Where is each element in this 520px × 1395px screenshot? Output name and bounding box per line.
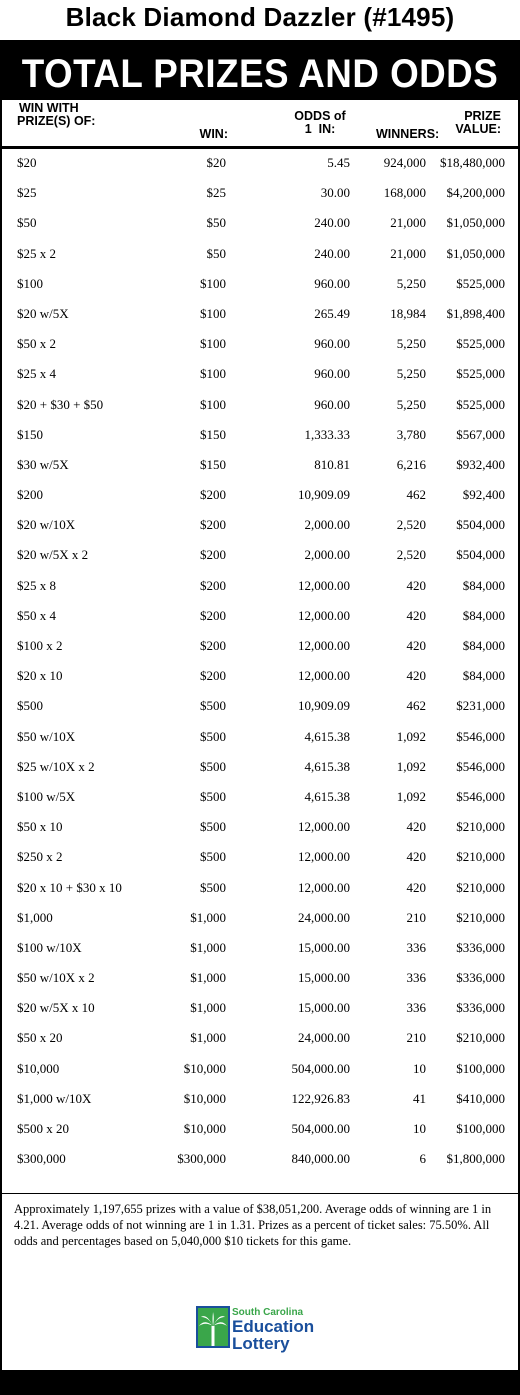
cell-odds: 1,333.33: [304, 426, 350, 442]
cell-odds: 30.00: [320, 185, 350, 201]
table-row: [0, 149, 520, 179]
cell-win: $1,000: [190, 909, 226, 925]
cell-prize-value: $546,000: [456, 788, 505, 804]
table-bottom-rule: [2, 1193, 518, 1194]
cell-winners: 2,520: [396, 547, 426, 563]
cell-winners: 168,000: [383, 185, 426, 201]
bottom-bar: [0, 1370, 520, 1395]
cell-win: $500: [200, 788, 226, 804]
cell-prize-value: $210,000: [456, 1030, 505, 1046]
cell-prize-value: $1,800,000: [446, 1151, 505, 1167]
table-row: [0, 572, 520, 602]
table-row: [0, 602, 520, 632]
cell-winners: 5,250: [396, 366, 426, 382]
cell-prize-value: $410,000: [456, 1090, 505, 1106]
table-row: [0, 1145, 520, 1175]
cell-win: $100: [200, 396, 226, 412]
cell-win-with: $20 + $30 + $50: [17, 396, 104, 412]
table-row: [0, 451, 520, 481]
cell-win: $200: [200, 487, 226, 503]
cell-win: $20: [206, 155, 226, 170]
cell-winners: 5,250: [396, 275, 426, 291]
cell-winners: 420: [406, 607, 426, 623]
cell-prize-value: $210,000: [456, 849, 505, 865]
table-row: [0, 1024, 520, 1054]
cell-win: $25: [206, 185, 226, 201]
prize-table-body: [0, 149, 520, 1175]
cell-odds: 840,000.00: [291, 1151, 350, 1167]
cell-winners: 336: [406, 939, 426, 955]
cell-win: $100: [200, 336, 226, 352]
cell-prize-value: $84,000: [462, 638, 505, 653]
cell-win: $200: [200, 638, 226, 653]
table-row: [0, 209, 520, 239]
cell-win-with: $100 w/10X: [17, 939, 82, 955]
cell-win: $150: [200, 456, 226, 472]
table-row: [0, 874, 520, 904]
logo-wordmark: [232, 1307, 314, 1352]
cell-win-with: $25 x 4: [17, 366, 56, 382]
cell-win-with: $10,000: [17, 1060, 60, 1076]
cell-win: $200: [200, 607, 226, 623]
cell-win-with: $200: [17, 487, 43, 503]
table-row: [0, 813, 520, 843]
cell-win: $300,000: [177, 1151, 226, 1167]
cell-odds: 4,615.38: [304, 788, 350, 804]
table-row: [0, 1115, 520, 1145]
header-odds-line2: 1 IN:: [304, 122, 336, 136]
table-row: [0, 360, 520, 390]
table-row: [0, 723, 520, 753]
header-odds: [290, 102, 350, 148]
odds-footnote: Approximately 1,197,655 prizes with a value of $38,051,200. Average odds of winning are 1 in 4.21. Average odds of not winning are 1 in 1.31. Prizes as a percent of ticket sales: 75.50%. All odds and percentages based on 5,040,000 $10 tickets for this game.: [14, 1202, 492, 1248]
odds-banner: [0, 40, 520, 100]
cell-winners: 1,092: [396, 728, 426, 744]
cell-winners: 10: [413, 1121, 426, 1136]
table-row: [0, 391, 520, 421]
header-odds-line1: ODDS of: [294, 109, 346, 123]
header-win-with: [17, 102, 95, 148]
cell-odds: 2,000.00: [304, 517, 350, 533]
cell-winners: 2,520: [396, 517, 426, 533]
cell-winners: 18,984: [390, 305, 426, 321]
cell-odds: 240.00: [314, 215, 350, 231]
table-row: [0, 1085, 520, 1115]
cell-win: $150: [200, 426, 226, 442]
cell-prize-value: $336,000: [456, 1000, 505, 1016]
cell-win-with: $25: [17, 185, 37, 201]
cell-prize-value: $336,000: [456, 970, 505, 986]
cell-winners: 210: [406, 1030, 426, 1046]
cell-winners: 5,250: [396, 396, 426, 412]
cell-win: $10,000: [183, 1060, 226, 1076]
cell-prize-value: $100,000: [456, 1121, 505, 1136]
cell-win-with: $25 w/10X x 2: [17, 758, 95, 774]
cell-odds: 960.00: [314, 396, 350, 412]
banner-text: TOTAL PRIZES AND ODDS: [21, 52, 499, 96]
cell-odds: 15,000.00: [298, 970, 350, 986]
cell-winners: 1,092: [396, 788, 426, 804]
table-row: [0, 179, 520, 209]
cell-win-with: $50 w/10X x 2: [17, 970, 95, 986]
cell-win-with: $1,000: [17, 909, 53, 925]
cell-win-with: $20 x 10 + $30 x 10: [17, 879, 122, 895]
cell-win-with: $25 x 2: [17, 245, 56, 261]
header-winners-text: WINNERS:: [376, 127, 440, 141]
cell-winners: 6: [419, 1151, 426, 1167]
cell-win-with: $20 w/5X x 10: [17, 1000, 95, 1016]
cell-winners: 420: [406, 668, 426, 684]
table-row: [0, 692, 520, 722]
cell-prize-value: $84,000: [462, 668, 505, 684]
cell-win: $50: [206, 245, 226, 261]
cell-prize-value: $210,000: [456, 879, 505, 895]
cell-odds: 504,000.00: [291, 1121, 350, 1136]
table-row: [0, 541, 520, 571]
cell-odds: 12,000.00: [298, 849, 350, 865]
cell-winners: 420: [406, 879, 426, 895]
table-row: [0, 421, 520, 451]
cell-win: $100: [200, 366, 226, 382]
cell-win: $100: [200, 305, 226, 321]
cell-win-with: $50 x 2: [17, 336, 56, 352]
header-prize-line1: PRIZE: [464, 109, 501, 123]
cell-winners: 41: [413, 1090, 426, 1106]
cell-win: $1,000: [190, 939, 226, 955]
cell-prize-value: $231,000: [456, 698, 505, 714]
cell-odds: 810.81: [314, 456, 350, 472]
table-row: [0, 270, 520, 300]
header-win-text: WIN:: [199, 127, 228, 141]
cell-win: $500: [200, 728, 226, 744]
cell-odds: 5.45: [327, 155, 350, 170]
table-row: [0, 964, 520, 994]
logo-line-education: Education: [232, 1317, 315, 1336]
cell-odds: 15,000.00: [298, 939, 350, 955]
header-win-with-line2: PRIZE(S) OF:: [17, 114, 96, 128]
cell-prize-value: $18,480,000: [440, 155, 505, 170]
cell-win-with: $20: [17, 155, 37, 170]
cell-prize-value: $210,000: [456, 909, 505, 925]
cell-prize-value: $100,000: [456, 1060, 505, 1076]
cell-odds: 12,000.00: [298, 638, 350, 653]
table-row: [0, 994, 520, 1024]
cell-winners: 420: [406, 849, 426, 865]
cell-odds: 10,909.09: [298, 698, 350, 714]
cell-prize-value: $336,000: [456, 939, 505, 955]
cell-win-with: $50 x 10: [17, 819, 63, 835]
cell-win: $10,000: [183, 1090, 226, 1106]
header-prize-value: [440, 102, 501, 148]
cell-winners: 1,092: [396, 758, 426, 774]
cell-win: $500: [200, 698, 226, 714]
cell-win-with: $500 x 20: [17, 1121, 69, 1136]
cell-win: $1,000: [190, 1030, 226, 1046]
cell-odds: 12,000.00: [298, 668, 350, 684]
cell-win-with: $150: [17, 426, 43, 442]
cell-win-with: $50 x 4: [17, 607, 56, 623]
header-prize-line2: VALUE:: [455, 122, 501, 136]
cell-odds: 12,000.00: [298, 879, 350, 895]
cell-odds: 4,615.38: [304, 728, 350, 744]
table-row: [0, 934, 520, 964]
cell-win-with: $50: [17, 215, 37, 231]
cell-odds: 12,000.00: [298, 819, 350, 835]
table-row: [0, 240, 520, 270]
cell-prize-value: $1,898,400: [446, 305, 505, 321]
cell-win-with: $20 w/10X: [17, 517, 76, 533]
cell-odds: 960.00: [314, 275, 350, 291]
cell-win: $500: [200, 819, 226, 835]
cell-win: $500: [200, 879, 226, 895]
cell-prize-value: $932,400: [456, 456, 505, 472]
cell-winners: 336: [406, 970, 426, 986]
cell-win-with: $300,000: [17, 1151, 66, 1167]
table-row: [0, 1055, 520, 1085]
header-win-with-line1: WIN WITH: [19, 101, 79, 115]
cell-prize-value: $210,000: [456, 819, 505, 835]
cell-prize-value: $546,000: [456, 728, 505, 744]
cell-odds: 265.49: [314, 305, 350, 321]
cell-winners: 3,780: [396, 426, 426, 442]
cell-odds: 960.00: [314, 336, 350, 352]
cell-winners: 420: [406, 577, 426, 593]
cell-winners: 5,250: [396, 336, 426, 352]
cell-prize-value: $525,000: [456, 275, 505, 291]
cell-odds: 24,000.00: [298, 909, 350, 925]
game-title: Black Diamond Dazzler (#1495): [65, 2, 455, 32]
cell-winners: 462: [406, 487, 426, 503]
cell-win-with: $500: [17, 698, 43, 714]
cell-odds: 2,000.00: [304, 547, 350, 563]
cell-win-with: $1,000 w/10X: [17, 1090, 92, 1106]
cell-prize-value: $567,000: [456, 426, 505, 442]
cell-win-with: $20 w/5X x 2: [17, 547, 89, 563]
cell-prize-value: $92,400: [462, 487, 505, 503]
cell-win-with: $20 x 10: [17, 668, 63, 684]
cell-odds: 122,926.83: [291, 1090, 350, 1106]
cell-win-with: $20 w/5X: [17, 305, 69, 321]
cell-win: $1,000: [190, 970, 226, 986]
cell-prize-value: $4,200,000: [446, 185, 505, 201]
table-row: [0, 904, 520, 934]
table-row: [0, 753, 520, 783]
cell-prize-value: $1,050,000: [446, 215, 505, 231]
table-row: [0, 783, 520, 813]
palmetto-logo-icon: [196, 1306, 232, 1350]
cell-win: $100: [200, 275, 226, 291]
cell-win-with: $100 x 2: [17, 638, 63, 653]
table-row: [0, 511, 520, 541]
cell-win: $10,000: [183, 1121, 226, 1136]
cell-win-with: $250 x 2: [17, 849, 63, 865]
cell-win-with: $30 w/5X: [17, 456, 69, 472]
cell-prize-value: $504,000: [456, 547, 505, 563]
cell-win-with: $100 w/5X: [17, 788, 76, 804]
cell-win-with: $50 x 20: [17, 1030, 63, 1046]
cell-win: $200: [200, 517, 226, 533]
table-row: [0, 330, 520, 360]
cell-win: $200: [200, 577, 226, 593]
table-row: [0, 843, 520, 873]
cell-win-with: $25 x 8: [17, 577, 56, 593]
cell-odds: 15,000.00: [298, 1000, 350, 1016]
cell-win-with: $50 w/10X: [17, 728, 76, 744]
cell-winners: 924,000: [383, 155, 426, 170]
cell-odds: 12,000.00: [298, 607, 350, 623]
cell-prize-value: $1,050,000: [446, 245, 505, 261]
cell-odds: 504,000.00: [291, 1060, 350, 1076]
cell-odds: 4,615.38: [304, 758, 350, 774]
cell-odds: 10,909.09: [298, 487, 350, 503]
cell-prize-value: $525,000: [456, 366, 505, 382]
logo-line-state: South Carolina: [232, 1307, 304, 1318]
cell-win: $500: [200, 758, 226, 774]
cell-prize-value: $84,000: [462, 607, 505, 623]
cell-winners: 21,000: [390, 215, 426, 231]
cell-prize-value: $84,000: [462, 577, 505, 593]
cell-prize-value: $525,000: [456, 396, 505, 412]
cell-prize-value: $525,000: [456, 336, 505, 352]
sc-education-lottery-logo: [196, 1306, 336, 1356]
cell-win: $500: [200, 849, 226, 865]
cell-odds: 960.00: [314, 366, 350, 382]
cell-winners: 462: [406, 698, 426, 714]
cell-winners: 21,000: [390, 245, 426, 261]
cell-winners: 10: [413, 1060, 426, 1076]
table-row: [0, 662, 520, 692]
table-row: [0, 300, 520, 330]
table-row: [0, 632, 520, 662]
cell-win: $50: [206, 215, 226, 231]
cell-winners: 6,216: [396, 456, 426, 472]
cell-winners: 420: [406, 638, 426, 653]
cell-win: $200: [200, 668, 226, 684]
cell-prize-value: $504,000: [456, 517, 505, 533]
cell-win: $200: [200, 547, 226, 563]
cell-odds: 240.00: [314, 245, 350, 261]
cell-winners: 336: [406, 1000, 426, 1016]
logo-line-lottery: Lottery: [232, 1334, 290, 1353]
cell-winners: 210: [406, 909, 426, 925]
table-row: [0, 481, 520, 511]
cell-winners: 420: [406, 819, 426, 835]
cell-win: $1,000: [190, 1000, 226, 1016]
cell-prize-value: $546,000: [456, 758, 505, 774]
cell-win-with: $100: [17, 275, 43, 291]
cell-odds: 12,000.00: [298, 577, 350, 593]
cell-odds: 24,000.00: [298, 1030, 350, 1046]
